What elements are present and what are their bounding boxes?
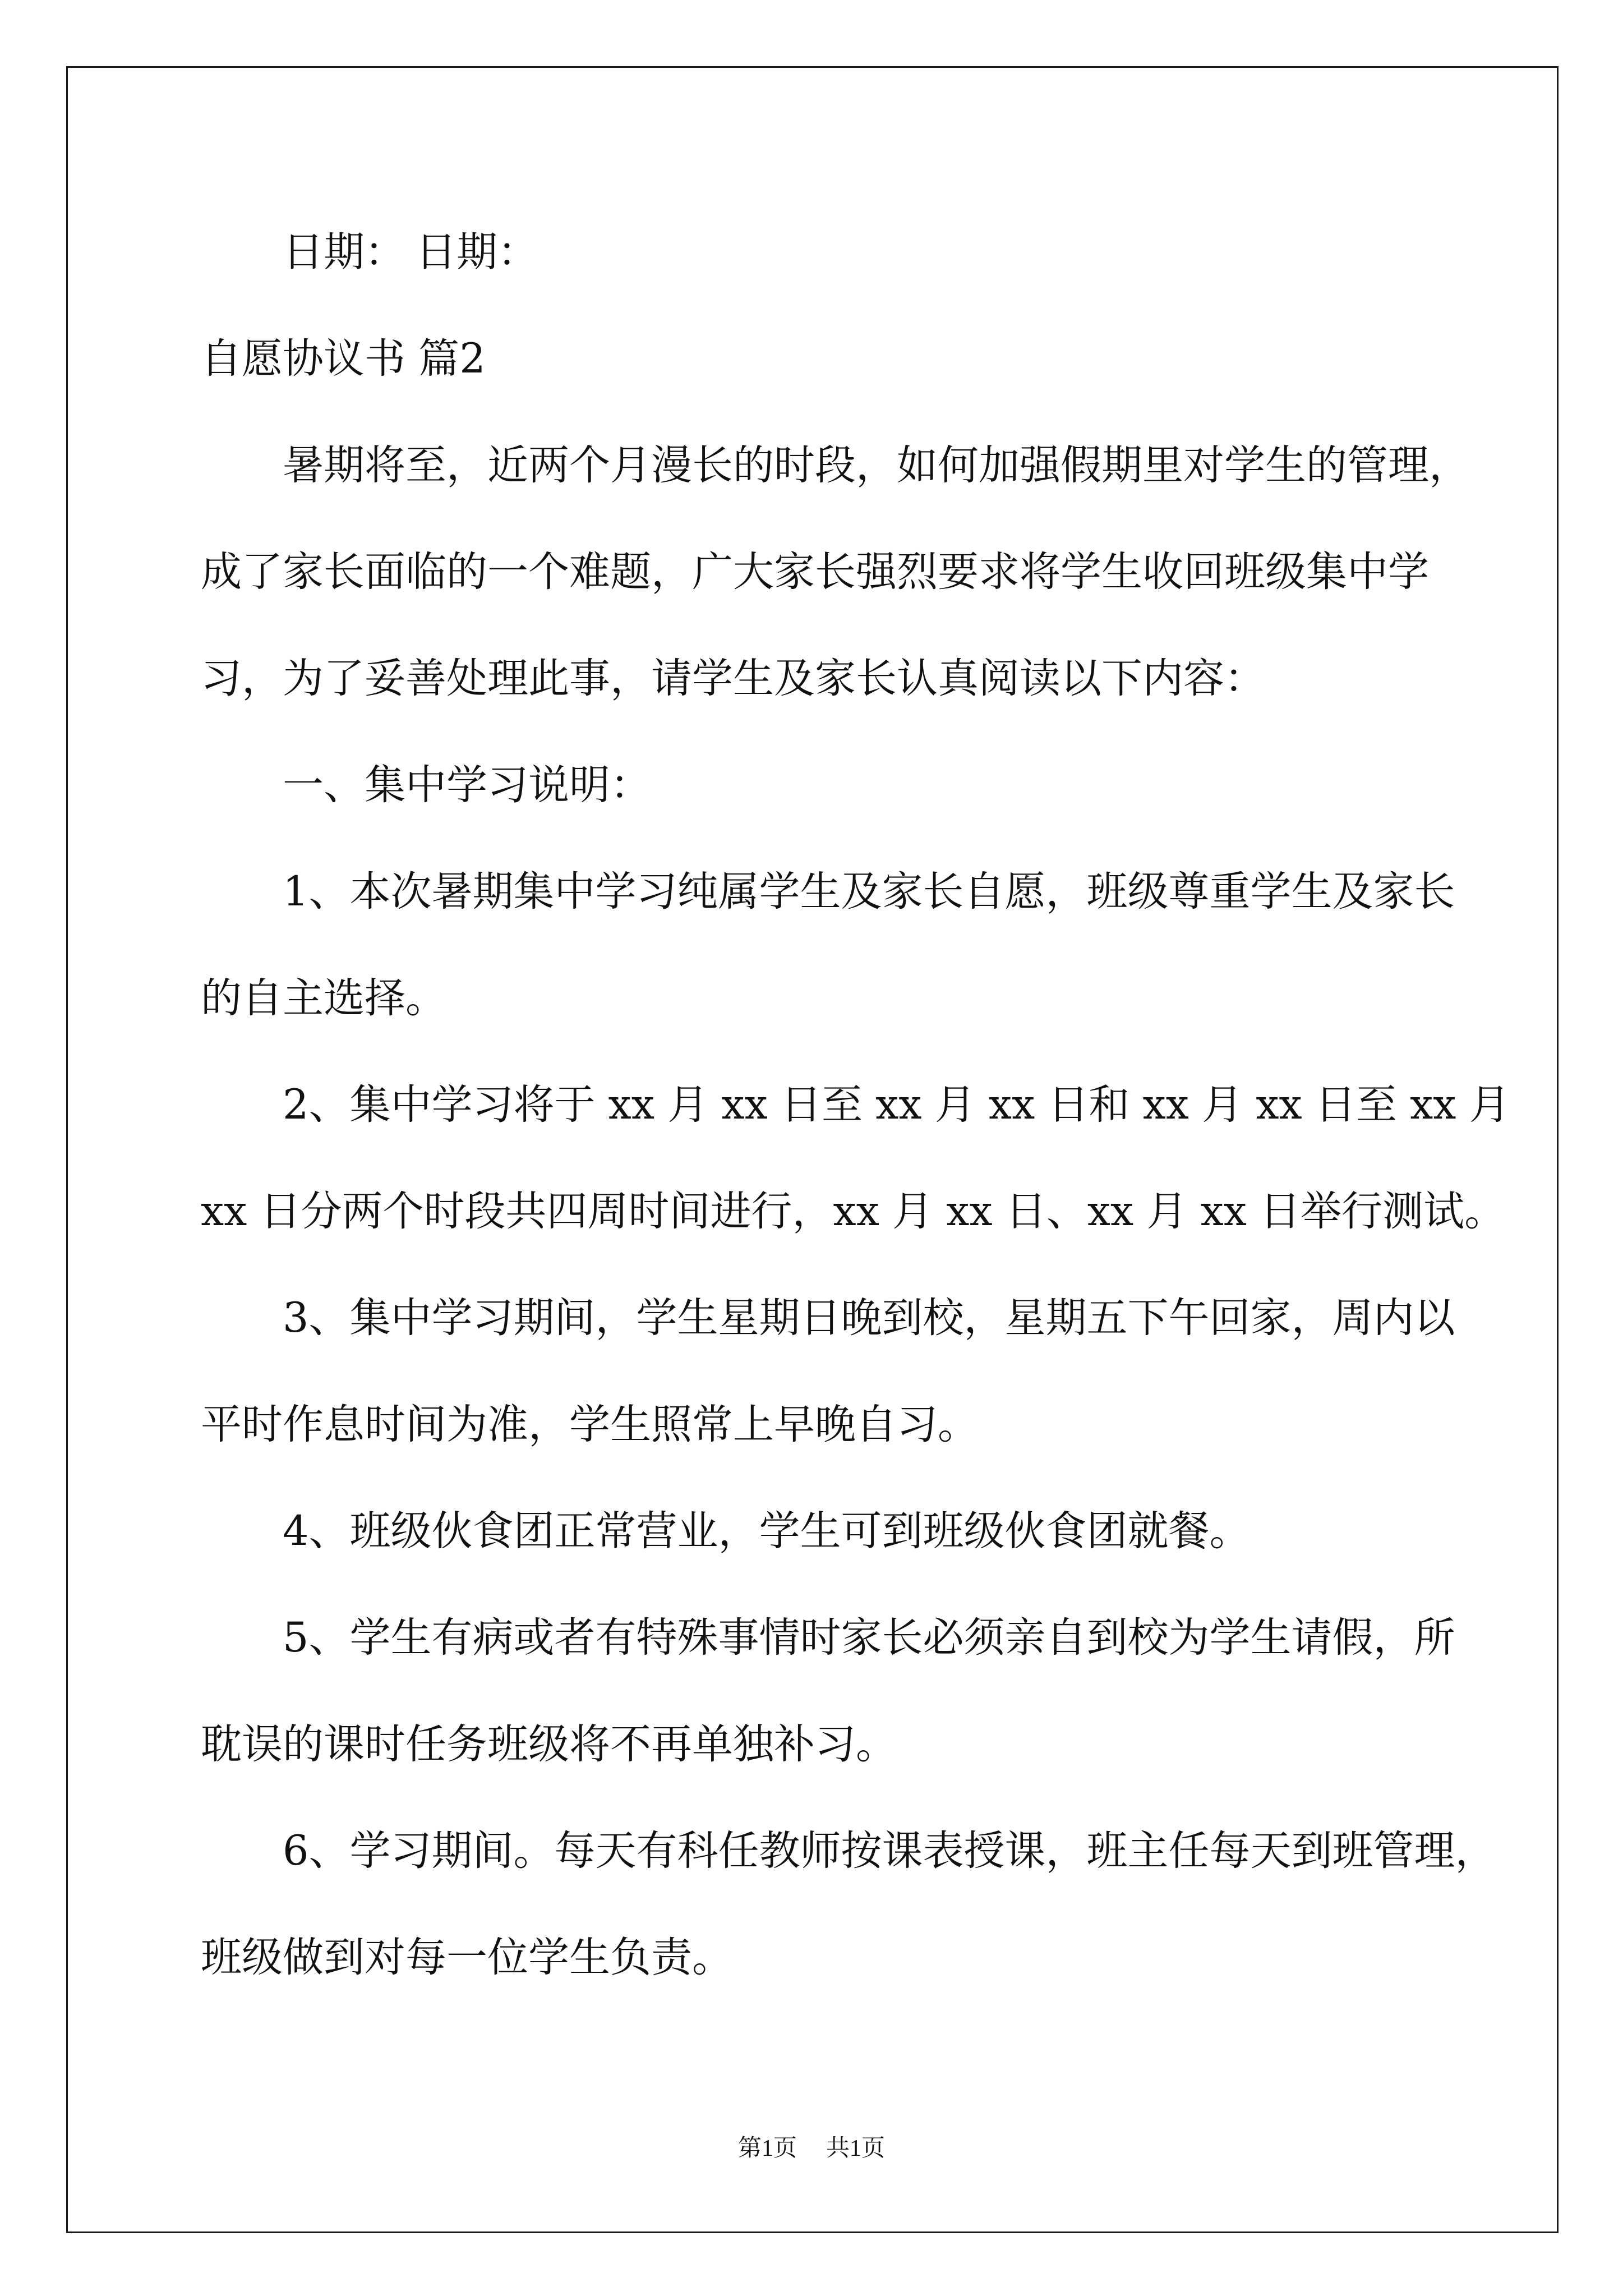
paragraph-line: 1、本次暑期集中学习纯属学生及家长自愿，班级尊重学生及家长 xyxy=(283,868,1455,915)
paragraph-line: xx 日分两个时段共四周时间进行，xx 月 xx 日、xx 月 xx 日举行测试。 xyxy=(201,1188,1506,1235)
paragraph-line: 耽误的课时任务班级将不再单独补习。 xyxy=(201,1720,897,1768)
paragraph-line: 5、学生有病或者有特殊事情时家长必须亲自到校为学生请假，所 xyxy=(283,1614,1455,1662)
page-footer xyxy=(0,2132,1623,2165)
date-label: 日期： xyxy=(283,228,405,276)
paragraph-line: 班级做到对每一位学生负责。 xyxy=(201,1934,733,1981)
paragraph-line: 4、班级伙食团正常营业，学生可到班级伙食团就餐。 xyxy=(283,1507,1251,1555)
paragraph-line: 暑期将至，近两个月漫长的时段，如何加强假期里对学生的管理， xyxy=(283,441,1470,489)
paragraph-line: 的自主选择。 xyxy=(201,974,446,1022)
paragraph xyxy=(201,1265,1536,1478)
paragraph xyxy=(201,1478,1536,1585)
page-number: 第1页 xyxy=(737,2136,797,2161)
signature-date-line xyxy=(201,199,1536,306)
date-label: 日期： xyxy=(416,228,538,276)
paragraph-line: 习，为了妥善处理此事，请学生及家长认真阅读以下内容： xyxy=(201,655,1265,702)
paragraph-line: 2、集中学习将于 xx 月 xx 日至 xx 月 xx 日和 xx 月 xx 日至 xx 月 xyxy=(283,1081,1510,1129)
section-title: 自愿协议书 篇2 xyxy=(201,335,486,383)
section-heading xyxy=(201,732,1536,839)
paragraph-line: 平时作息时间为准，学生照常上早晚自习。 xyxy=(201,1401,979,1448)
paragraph-line: 一、集中学习说明： xyxy=(283,761,651,809)
paragraph xyxy=(201,1798,1536,2011)
paragraph-line: 6、学习期间。每天有科任教师按课表授课，班主任每天到班管理， xyxy=(283,1827,1496,1875)
page-total: 共1页 xyxy=(826,2136,886,2161)
paragraph xyxy=(201,412,1536,732)
paragraph-line: 3、集中学习期间，学生星期日晚到校，星期五下午回家，周内以 xyxy=(283,1294,1455,1342)
paragraph xyxy=(201,1585,1536,1798)
paragraph-line: 成了家长面临的一个难题，广大家长强烈要求将学生收回班级集中学 xyxy=(201,548,1429,596)
paragraph xyxy=(201,839,1536,1052)
document-body xyxy=(201,199,1536,2011)
paragraph xyxy=(201,1052,1536,1265)
